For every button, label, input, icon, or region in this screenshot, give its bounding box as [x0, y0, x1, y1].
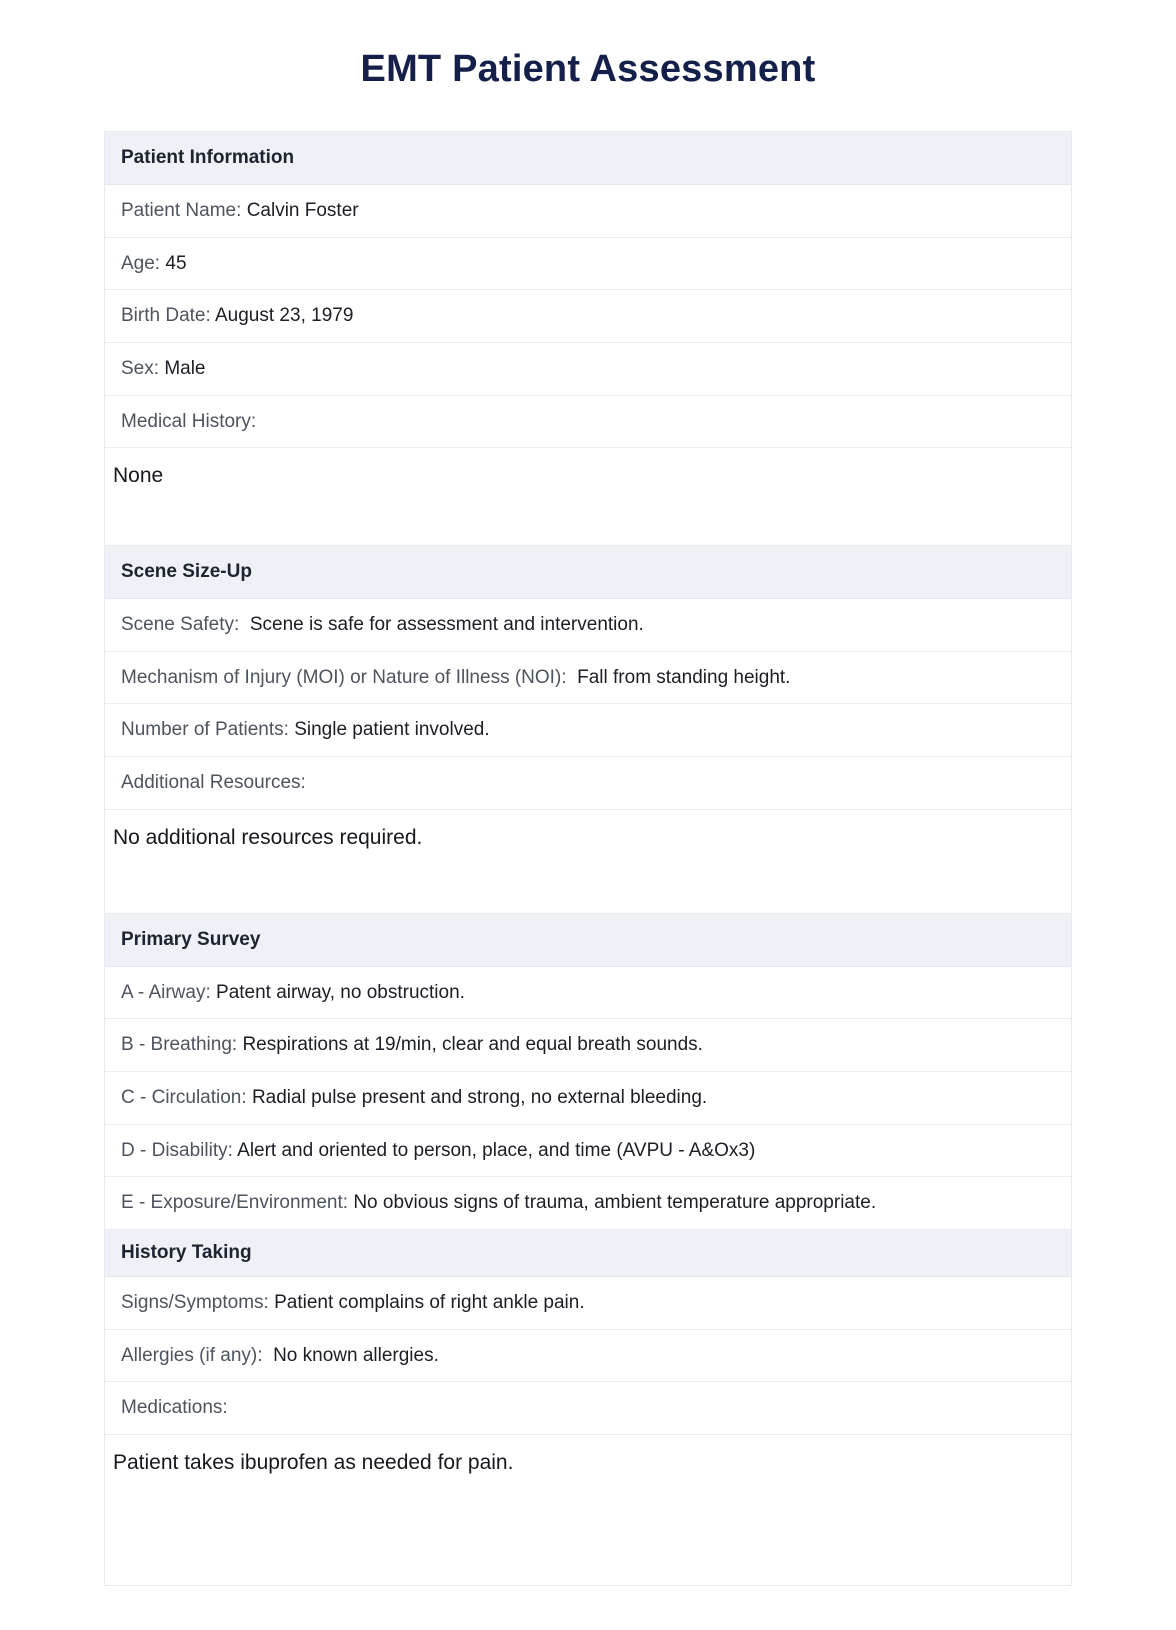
field-value: No known allergies.	[273, 1344, 439, 1366]
page-title: EMT Patient Assessment	[360, 48, 816, 90]
field-label: A - Airway:	[121, 981, 211, 1003]
field-label: C - Circulation:	[121, 1087, 247, 1109]
field-label: Signs/Symptoms:	[121, 1291, 269, 1313]
field-label: B - Breathing:	[121, 1034, 238, 1056]
field-row-circulation	[105, 1072, 1071, 1125]
field-row-allergies	[105, 1330, 1071, 1383]
field-value: Single patient involved.	[294, 719, 490, 741]
field-label: Allergies (if any):	[121, 1344, 263, 1366]
field-row-birth-date	[105, 290, 1071, 343]
field-row-scene-safety	[105, 599, 1071, 652]
field-label: Birth Date:	[121, 305, 211, 327]
field-label: Additional Resources:	[121, 772, 306, 794]
field-label: Mechanism of Injury (MOI) or Nature of Illness (NOI):	[121, 666, 567, 688]
section-header-scene-size-up: Scene Size-Up	[105, 546, 1071, 599]
field-row-number-of-patients	[105, 704, 1071, 757]
field-row-medical-history-label	[105, 396, 1071, 449]
field-label: Number of Patients:	[121, 719, 289, 741]
field-row-disability	[105, 1125, 1071, 1178]
field-row-patient-name	[105, 185, 1071, 238]
field-label: Scene Safety:	[121, 614, 240, 636]
field-label: Age:	[121, 252, 161, 274]
field-separator	[567, 667, 578, 688]
field-separator	[263, 1345, 274, 1366]
field-value: Male	[164, 357, 206, 379]
field-label: Sex:	[121, 357, 160, 379]
section-header-patient-information: Patient Information	[105, 132, 1071, 185]
field-row-mechanism-of-injury	[105, 652, 1071, 705]
field-value: Fall from standing height.	[577, 666, 791, 688]
freetext-additional-resources: No additional resources required.	[105, 810, 1071, 914]
field-row-signs-symptoms	[105, 1277, 1071, 1330]
field-label: D - Disability:	[121, 1139, 233, 1161]
field-value: Radial pulse present and strong, no external bleeding.	[251, 1087, 708, 1109]
field-value: Scene is safe for assessment and intervention.	[249, 614, 644, 636]
field-row-sex	[105, 343, 1071, 396]
field-row-age	[105, 238, 1071, 291]
field-value: Calvin Foster	[246, 200, 359, 221]
field-value: Alert and oriented to person, place, and time (AVPU - A&Ox3)	[237, 1139, 756, 1161]
section-header-history-taking: History Taking	[105, 1230, 1071, 1277]
field-value: 45	[165, 252, 187, 274]
field-value: No obvious signs of trauma, ambient temperature appropriate.	[353, 1192, 877, 1214]
field-row-medications-label	[105, 1382, 1071, 1435]
field-label: Medications:	[121, 1397, 228, 1419]
field-row-exposure-environment	[105, 1177, 1071, 1230]
field-value: Respirations at 19/min, clear and equal breath sounds.	[242, 1034, 703, 1056]
field-row-breathing	[105, 1019, 1071, 1072]
freetext-medications: Patient takes ibuprofen as needed for pain.	[113, 1450, 514, 1474]
field-label: Medical History:	[121, 410, 257, 432]
field-value: Patient complains of right ankle pain.	[274, 1291, 585, 1313]
freetext-medical-history: None	[105, 448, 1071, 546]
field-separator	[239, 614, 250, 635]
section-header-primary-survey: Primary Survey	[105, 914, 1071, 967]
field-value: August 23, 1979	[215, 305, 354, 327]
field-value: Patent airway, no obstruction.	[216, 981, 465, 1003]
field-label: Patient Name:	[121, 200, 242, 221]
assessment-form-table	[104, 131, 1072, 1586]
field-row-additional-resources-label	[105, 757, 1071, 810]
field-row-airway	[105, 967, 1071, 1020]
field-label: E - Exposure/Environment:	[121, 1192, 349, 1214]
